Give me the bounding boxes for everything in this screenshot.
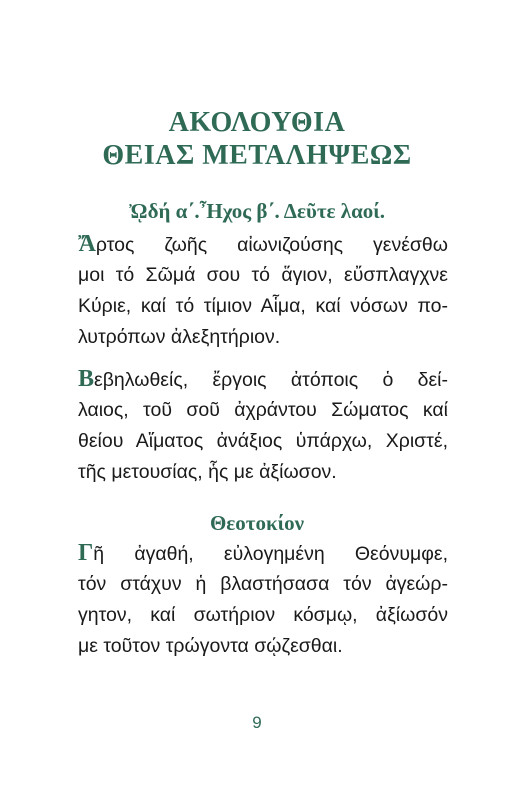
stanza-2-line-4: τῆς μετουσίας, ἧς με ἀξίωσον.	[78, 461, 337, 483]
stanza-3-line-1-text: ῆ ἀγαθή, εὐλογημένη Θεόνυμφε,	[93, 543, 448, 565]
stanza-3	[78, 538, 448, 662]
stanza-1-initial: Ἄ	[78, 231, 96, 257]
stanza-1-line-3: Κύριε, καί τό τίμιον Αἷμα, καί νόσων πο-	[78, 295, 448, 317]
stanza-1-line-1-text: ρτος ζωῆς αἰωνιζούσης γενέσθω	[95, 234, 448, 256]
stanza-2-line-1-text: εβηλωθείς, ἔργοις ἀτόποις ὁ δεί-	[94, 369, 448, 391]
stanza-3-line-4: με τοῦτον τρώγοντα σῴζεσθαι.	[78, 635, 343, 657]
page-number: 9	[252, 713, 262, 732]
stanza-3-line-2: τόν στάχυν ἡ βλαστήσασα τόν ἀγεώρ-	[78, 573, 448, 595]
stanza-2-initial: Β	[78, 366, 95, 392]
stanza-2-line-3: θείου Αἵματος ἀνάξιος ὑπάρχω, Χριστέ,	[78, 430, 448, 452]
stanza-1-line-2: μοι τό Σῶμά σου τό ἅγιον, εὔσπλαγχνε	[78, 264, 448, 286]
stanza-2-line-1	[78, 364, 448, 395]
stanza-3-line-3: γητον, καί σωτήριον κόσμῳ, ἀξίωσόν	[78, 604, 448, 626]
stanza-2	[78, 364, 448, 488]
stanza-1	[78, 229, 448, 353]
ode-heading: ᾨδή α΄.Ἦχος β΄. Δεῦτε λαοί.	[128, 199, 386, 223]
stanza-3-line-1	[78, 538, 448, 569]
stanza-3-initial: Γ	[78, 540, 94, 566]
stanza-2-line-2: λαιος, τοῦ σοῦ ἀχράντου Σώματος καί	[78, 399, 448, 421]
theotokion-heading: Θεοτοκίον	[209, 511, 305, 535]
stanza-1-line-4: λυτρόπων ἀλεξητήριον.	[78, 326, 281, 348]
page-title-line-1: ΑΚΟΛΟΥΘΙΑ	[168, 107, 346, 138]
page-title-line-2: ΘΕΙΑΣ ΜΕΤΑΛΗΨΕΩΣ	[102, 140, 412, 171]
stanza-1-line-1	[78, 229, 448, 260]
